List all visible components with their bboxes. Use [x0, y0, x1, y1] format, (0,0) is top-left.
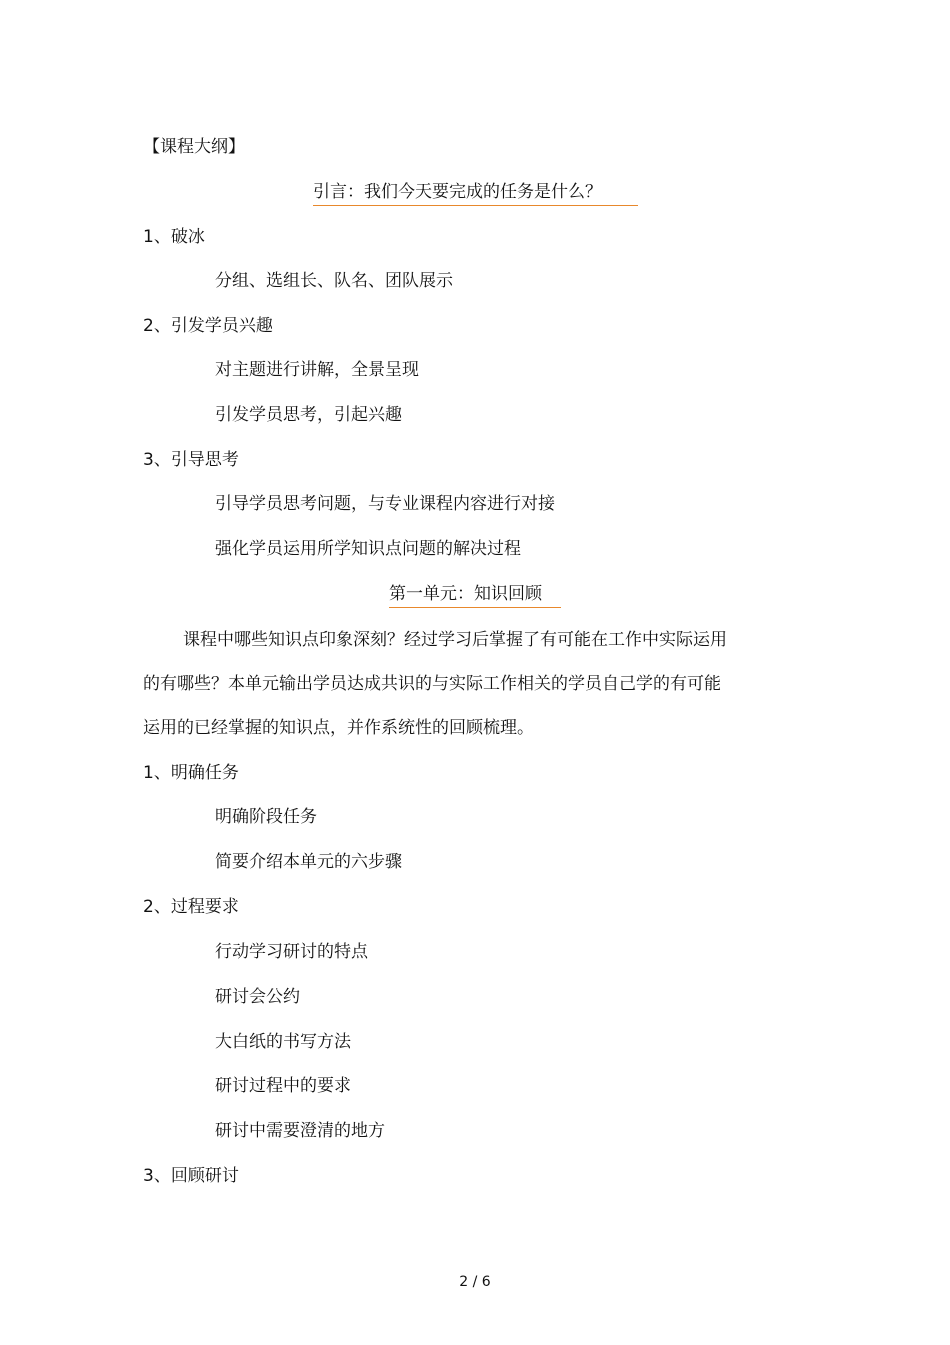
- unit1-paragraph-line-1: 课程中哪些知识点印象深刻？经过学习后掌握了有可能在工作中实际运用: [183, 630, 727, 650]
- intro-item-2-sub-2: 引发学员思考，引起兴趣: [215, 405, 402, 425]
- intro-item-2-sub-1: 对主题进行讲解，全景呈现: [215, 360, 419, 380]
- outline-title: 【课程大纲】: [143, 137, 245, 157]
- unit1-paragraph-line-2: 的有哪些？本单元输出学员达成共识的与实际工作相关的学员自己学的有可能: [143, 674, 721, 694]
- intro-heading: 引言：我们今天要完成的任务是什么？: [313, 181, 638, 206]
- unit1-item-2-sub-1: 行动学习研讨的特点: [215, 942, 368, 962]
- intro-item-1: 1、破冰: [143, 227, 205, 247]
- unit1-item-1: 1、明确任务: [143, 763, 239, 783]
- intro-item-3: 3、引导思考: [143, 450, 239, 470]
- page-number: 2 / 6: [459, 1274, 491, 1290]
- unit1-paragraph-line-3: 运用的已经掌握的知识点，并作系统性的回顾梳理。: [143, 718, 534, 738]
- unit1-item-2-sub-4: 研讨过程中的要求: [215, 1076, 351, 1096]
- unit1-item-1-sub-1: 明确阶段任务: [215, 807, 317, 827]
- unit1-item-3: 3、回顾研讨: [143, 1166, 239, 1186]
- intro-item-3-sub-1: 引导学员思考问题，与专业课程内容进行对接: [215, 494, 555, 514]
- unit1-item-1-sub-2: 简要介绍本单元的六步骤: [215, 852, 402, 872]
- unit1-item-2-sub-3: 大白纸的书写方法: [215, 1032, 351, 1052]
- intro-item-2: 2、引发学员兴趣: [143, 316, 273, 336]
- unit1-item-2-sub-2: 研讨会公约: [215, 987, 300, 1007]
- intro-item-1-sub-1: 分组、选组长、队名、团队展示: [215, 271, 453, 291]
- unit1-item-2: 2、过程要求: [143, 897, 239, 917]
- intro-item-3-sub-2: 强化学员运用所学知识点问题的解决过程: [215, 539, 521, 559]
- unit1-item-2-sub-5: 研讨中需要澄清的地方: [215, 1121, 385, 1141]
- unit1-heading: 第一单元：知识回顾: [389, 583, 561, 608]
